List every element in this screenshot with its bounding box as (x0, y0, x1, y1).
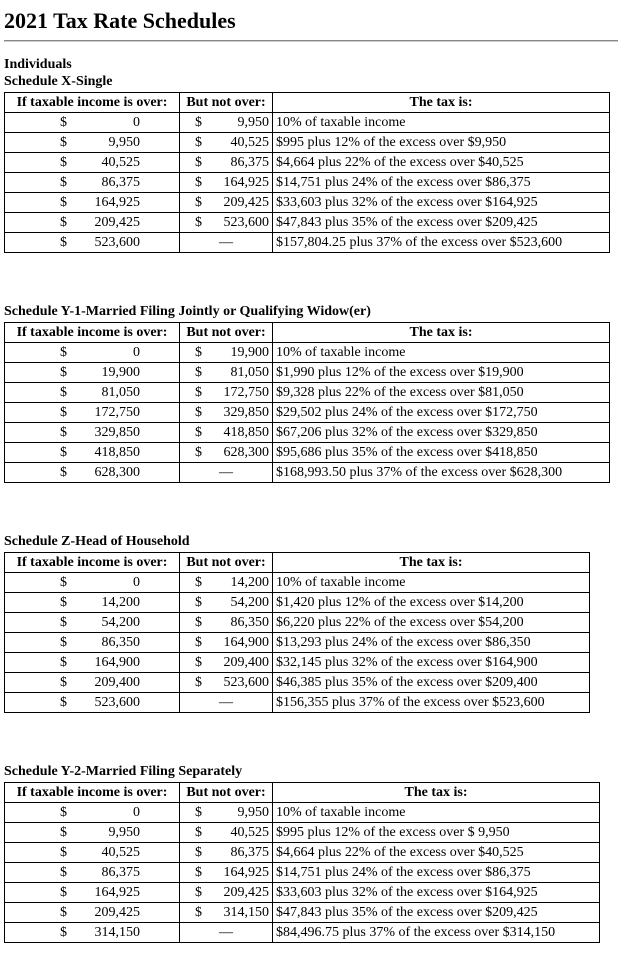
tax-formula-cell: $4,664 plus 22% of the excess over $40,525 (273, 843, 600, 863)
amount-value: 81,050 (230, 365, 269, 380)
income-not-over-cell (180, 843, 273, 863)
tax-formula-cell: $33,603 plus 32% of the excess over $164,925 (273, 193, 610, 213)
individuals-heading: Individuals (4, 57, 72, 72)
amount-value: 164,900 (223, 635, 269, 650)
currency-symbol: $ (195, 905, 202, 920)
table-row (5, 903, 600, 923)
income-not-over-cell (180, 133, 273, 153)
header-tax: The tax is: (273, 553, 590, 573)
income-over-cell (5, 863, 180, 883)
income-over-cell (5, 823, 180, 843)
amount-value: 9,950 (108, 825, 140, 840)
income-not-over-cell: — (180, 693, 273, 713)
tax-formula-cell: $156,355 plus 37% of the excess over $523,600 (273, 693, 590, 713)
table-row (5, 383, 610, 403)
amount-value: 209,400 (94, 675, 140, 690)
table-row (5, 573, 590, 593)
currency-symbol: $ (60, 115, 67, 130)
income-not-over-cell (180, 193, 273, 213)
table-row (5, 883, 600, 903)
amount-value: 19,900 (101, 365, 140, 380)
tax-formula-cell: $67,206 plus 32% of the excess over $329,850 (273, 423, 610, 443)
header-not-over: But not over: (180, 93, 273, 113)
table-row (5, 363, 610, 383)
amount-value: 209,425 (223, 195, 269, 210)
amount-value: 523,600 (223, 215, 269, 230)
currency-symbol: $ (60, 465, 67, 480)
income-not-over-cell: — (180, 923, 273, 943)
income-not-over-cell (180, 903, 273, 923)
income-over-cell (5, 193, 180, 213)
income-not-over-cell (180, 883, 273, 903)
tax-formula-cell: $32,145 plus 32% of the excess over $164,900 (273, 653, 590, 673)
table-row (5, 233, 610, 253)
tax-formula-cell: $9,328 plus 22% of the excess over $81,050 (273, 383, 610, 403)
income-over-cell (5, 693, 180, 713)
tax-formula-cell: $995 plus 12% of the excess over $ 9,950 (273, 823, 600, 843)
amount-value: 164,900 (94, 655, 140, 670)
table-row (5, 443, 610, 463)
currency-symbol: $ (195, 805, 202, 820)
income-over-cell (5, 403, 180, 423)
amount-value: 54,200 (230, 595, 269, 610)
currency-symbol: $ (60, 615, 67, 630)
currency-symbol: $ (195, 615, 202, 630)
income-not-over-cell (180, 153, 273, 173)
income-over-cell (5, 133, 180, 153)
income-not-over-cell (180, 613, 273, 633)
currency-symbol: $ (195, 175, 202, 190)
amount-value: 314,150 (223, 905, 269, 920)
currency-symbol: $ (60, 675, 67, 690)
currency-symbol: $ (60, 805, 67, 820)
currency-symbol: $ (195, 385, 202, 400)
tax-formula-cell: $46,385 plus 35% of the excess over $209,400 (273, 673, 590, 693)
income-over-cell (5, 593, 180, 613)
currency-symbol: $ (60, 595, 67, 610)
currency-symbol: $ (60, 655, 67, 670)
income-not-over-cell (180, 673, 273, 693)
currency-symbol: $ (195, 825, 202, 840)
table-header-row (5, 553, 590, 573)
table-row (5, 343, 610, 363)
amount-value: 19,900 (230, 345, 269, 360)
income-over-cell (5, 903, 180, 923)
header-over: If taxable income is over: (5, 783, 180, 803)
income-over-cell (5, 443, 180, 463)
table-row (5, 213, 610, 233)
amount-value: 0 (133, 345, 140, 360)
currency-symbol: $ (60, 425, 67, 440)
amount-value: 523,600 (223, 675, 269, 690)
header-tax: The tax is: (273, 323, 610, 343)
income-over-cell (5, 383, 180, 403)
income-over-cell (5, 573, 180, 593)
income-not-over-cell (180, 593, 273, 613)
amount-value: 209,425 (94, 905, 140, 920)
income-not-over-cell (180, 423, 273, 443)
income-over-cell (5, 113, 180, 133)
table-row (5, 593, 590, 613)
income-not-over-cell (180, 803, 273, 823)
amount-value: 0 (133, 805, 140, 820)
income-not-over-cell (180, 443, 273, 463)
tax-formula-cell: $14,751 plus 24% of the excess over $86,375 (273, 173, 610, 193)
table-row (5, 613, 590, 633)
currency-symbol: $ (195, 215, 202, 230)
tax-formula-cell: $47,843 plus 35% of the excess over $209,425 (273, 903, 600, 923)
currency-symbol: $ (195, 445, 202, 460)
income-over-cell (5, 613, 180, 633)
table-row (5, 403, 610, 423)
schedule-heading: Schedule Y-2-Married Filing Separately (4, 764, 243, 779)
amount-value: 86,375 (230, 155, 269, 170)
amount-value: 164,925 (223, 175, 269, 190)
schedule-heading: Schedule Z-Head of Household (4, 534, 190, 549)
currency-symbol: $ (60, 635, 67, 650)
amount-value: 14,200 (101, 595, 140, 610)
currency-symbol: $ (195, 675, 202, 690)
income-not-over-cell (180, 573, 273, 593)
tax-formula-cell: $84,496.75 plus 37% of the excess over $314,150 (273, 923, 600, 943)
currency-symbol: $ (60, 925, 67, 940)
income-not-over-cell (180, 173, 273, 193)
header-over: If taxable income is over: (5, 93, 180, 113)
table-row (5, 823, 600, 843)
income-over-cell (5, 173, 180, 193)
currency-symbol: $ (195, 845, 202, 860)
table-row (5, 673, 590, 693)
income-not-over-cell (180, 343, 273, 363)
tax-formula-cell: 10% of taxable income (273, 343, 610, 363)
currency-symbol: $ (195, 575, 202, 590)
tax-schedule-table (4, 552, 590, 713)
tax-formula-cell: $995 plus 12% of the excess over $9,950 (273, 133, 610, 153)
amount-value: 164,925 (94, 885, 140, 900)
income-over-cell (5, 883, 180, 903)
amount-value: 209,425 (94, 215, 140, 230)
amount-value: 0 (133, 575, 140, 590)
amount-value: 209,400 (223, 655, 269, 670)
income-over-cell (5, 463, 180, 483)
currency-symbol: $ (60, 195, 67, 210)
currency-symbol: $ (60, 215, 67, 230)
tax-formula-cell: 10% of taxable income (273, 573, 590, 593)
currency-symbol: $ (195, 365, 202, 380)
amount-value: 418,850 (223, 425, 269, 440)
table-row (5, 193, 610, 213)
income-not-over-cell (180, 383, 273, 403)
amount-value: 86,375 (101, 175, 140, 190)
currency-symbol: $ (60, 345, 67, 360)
income-over-cell (5, 233, 180, 253)
income-not-over-cell (180, 213, 273, 233)
currency-symbol: $ (195, 865, 202, 880)
table-row (5, 843, 600, 863)
amount-value: 164,925 (94, 195, 140, 210)
schedule-heading: Schedule Y-1-Married Filing Jointly or Qualifying Widow(er) (4, 304, 371, 319)
currency-symbol: $ (60, 155, 67, 170)
currency-symbol: $ (195, 155, 202, 170)
amount-value: 329,850 (223, 405, 269, 420)
income-not-over-cell: — (180, 233, 273, 253)
header-over: If taxable income is over: (5, 323, 180, 343)
currency-symbol: $ (60, 825, 67, 840)
tax-formula-cell: $13,293 plus 24% of the excess over $86,350 (273, 633, 590, 653)
table-row (5, 923, 600, 943)
tax-formula-cell: $6,220 plus 22% of the excess over $54,200 (273, 613, 590, 633)
header-not-over: But not over: (180, 783, 273, 803)
currency-symbol: $ (195, 115, 202, 130)
currency-symbol: $ (60, 175, 67, 190)
income-over-cell (5, 803, 180, 823)
tax-formula-cell: $1,990 plus 12% of the excess over $19,900 (273, 363, 610, 383)
table-row (5, 863, 600, 883)
income-not-over-cell (180, 633, 273, 653)
table-row (5, 173, 610, 193)
currency-symbol: $ (60, 445, 67, 460)
income-not-over-cell: — (180, 463, 273, 483)
amount-value: 329,850 (94, 425, 140, 440)
header-not-over: But not over: (180, 323, 273, 343)
currency-symbol: $ (195, 195, 202, 210)
currency-symbol: $ (195, 135, 202, 150)
amount-value: 209,425 (223, 885, 269, 900)
table-row (5, 463, 610, 483)
table-row (5, 133, 610, 153)
amount-value: 40,525 (230, 135, 269, 150)
currency-symbol: $ (60, 135, 67, 150)
income-not-over-cell (180, 863, 273, 883)
currency-symbol: $ (60, 405, 67, 420)
currency-symbol: $ (60, 235, 67, 250)
income-over-cell (5, 213, 180, 233)
header-not-over: But not over: (180, 553, 273, 573)
tax-formula-cell: $29,502 plus 24% of the excess over $172,750 (273, 403, 610, 423)
amount-value: 9,950 (237, 115, 269, 130)
income-not-over-cell (180, 363, 273, 383)
header-tax: The tax is: (273, 783, 600, 803)
amount-value: 54,200 (101, 615, 140, 630)
currency-symbol: $ (60, 885, 67, 900)
income-over-cell (5, 153, 180, 173)
currency-symbol: $ (195, 405, 202, 420)
table-row (5, 423, 610, 443)
amount-value: 81,050 (101, 385, 140, 400)
currency-symbol: $ (195, 885, 202, 900)
table-header-row (5, 93, 610, 113)
table-row (5, 653, 590, 673)
amount-value: 172,750 (223, 385, 269, 400)
amount-value: 9,950 (108, 135, 140, 150)
tax-formula-cell: $47,843 plus 35% of the excess over $209,425 (273, 213, 610, 233)
tax-schedule-table (4, 322, 610, 483)
income-over-cell (5, 843, 180, 863)
tax-formula-cell: $168,993.50 plus 37% of the excess over $628,300 (273, 463, 610, 483)
income-not-over-cell (180, 113, 273, 133)
amount-value: 418,850 (94, 445, 140, 460)
tax-formula-cell: $1,420 plus 12% of the excess over $14,200 (273, 593, 590, 613)
amount-value: 40,525 (230, 825, 269, 840)
tax-formula-cell: $4,664 plus 22% of the excess over $40,525 (273, 153, 610, 173)
currency-symbol: $ (195, 595, 202, 610)
table-row (5, 633, 590, 653)
amount-value: 0 (133, 115, 140, 130)
income-over-cell (5, 923, 180, 943)
income-over-cell (5, 363, 180, 383)
table-row (5, 113, 610, 133)
currency-symbol: $ (60, 905, 67, 920)
income-over-cell (5, 653, 180, 673)
income-over-cell (5, 673, 180, 693)
tax-formula-cell: 10% of taxable income (273, 803, 600, 823)
amount-value: 86,375 (101, 865, 140, 880)
currency-symbol: $ (60, 575, 67, 590)
tax-formula-cell: $157,804.25 plus 37% of the excess over $523,600 (273, 233, 610, 253)
header-tax: The tax is: (273, 93, 610, 113)
currency-symbol: $ (195, 655, 202, 670)
income-not-over-cell (180, 823, 273, 843)
income-over-cell (5, 633, 180, 653)
amount-value: 523,600 (94, 235, 140, 250)
currency-symbol: $ (60, 695, 67, 710)
amount-value: 40,525 (101, 845, 140, 860)
income-over-cell (5, 343, 180, 363)
amount-value: 523,600 (94, 695, 140, 710)
table-row (5, 153, 610, 173)
income-over-cell (5, 423, 180, 443)
table-header-row (5, 323, 610, 343)
title-divider (4, 40, 618, 42)
amount-value: 9,950 (237, 805, 269, 820)
currency-symbol: $ (195, 425, 202, 440)
amount-value: 86,375 (230, 845, 269, 860)
tax-formula-cell: 10% of taxable income (273, 113, 610, 133)
currency-symbol: $ (60, 385, 67, 400)
income-not-over-cell (180, 653, 273, 673)
amount-value: 86,350 (230, 615, 269, 630)
tax-formula-cell: $95,686 plus 35% of the excess over $418,850 (273, 443, 610, 463)
currency-symbol: $ (60, 365, 67, 380)
currency-symbol: $ (195, 635, 202, 650)
tax-schedule-table (4, 92, 610, 253)
tax-formula-cell: $14,751 plus 24% of the excess over $86,375 (273, 863, 600, 883)
amount-value: 86,350 (101, 635, 140, 650)
currency-symbol: $ (60, 845, 67, 860)
amount-value: 40,525 (101, 155, 140, 170)
page-title: 2021 Tax Rate Schedules (4, 8, 236, 33)
amount-value: 628,300 (94, 465, 140, 480)
header-over: If taxable income is over: (5, 553, 180, 573)
tax-schedule-table (4, 782, 600, 943)
amount-value: 14,200 (230, 575, 269, 590)
table-row (5, 803, 600, 823)
amount-value: 172,750 (94, 405, 140, 420)
amount-value: 314,150 (94, 925, 140, 940)
income-not-over-cell (180, 403, 273, 423)
currency-symbol: $ (60, 865, 67, 880)
tax-formula-cell: $33,603 plus 32% of the excess over $164,925 (273, 883, 600, 903)
table-header-row (5, 783, 600, 803)
currency-symbol: $ (195, 345, 202, 360)
amount-value: 628,300 (223, 445, 269, 460)
table-row (5, 693, 590, 713)
schedule-heading: Schedule X-Single (4, 74, 113, 89)
amount-value: 164,925 (223, 865, 269, 880)
